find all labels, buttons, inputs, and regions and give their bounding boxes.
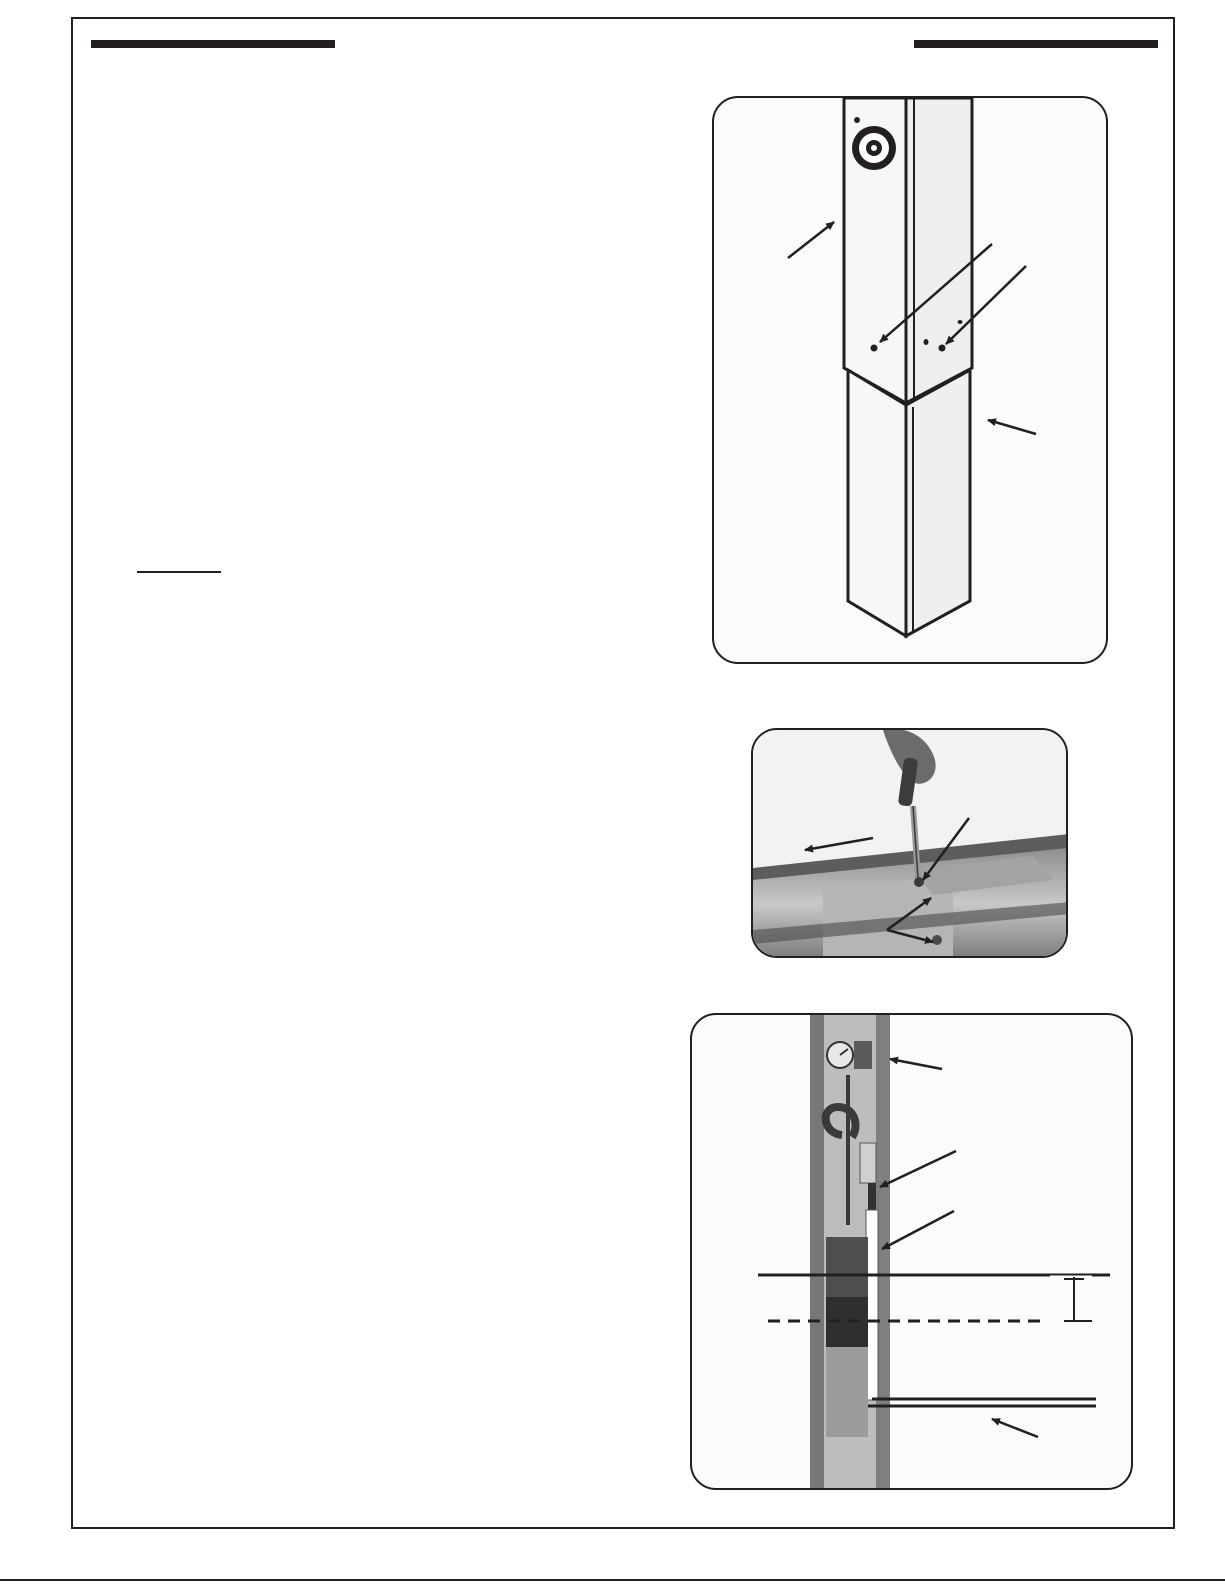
post-interior-illustration: [692, 1015, 1133, 1490]
arrow-slot: [882, 1211, 954, 1249]
pin-hole-right: [939, 345, 946, 352]
figure-screwdriver-detail: [751, 728, 1068, 958]
lower-post-right-face: [906, 370, 970, 636]
gauge-icon: [827, 1042, 853, 1068]
pin-hole-left: [871, 345, 878, 352]
arrow-upper-post: [788, 222, 834, 258]
screwdriver-illustration: [753, 730, 1068, 958]
fastener-top: [914, 877, 924, 887]
pin-hole-mid: [924, 339, 929, 345]
arrow-gauge: [890, 1059, 942, 1069]
lock-body: [860, 1143, 876, 1183]
header-rule-left: [91, 40, 335, 48]
fastener-bottom: [932, 935, 942, 945]
arrow-lower-post: [988, 420, 1036, 434]
arrow-lock: [880, 1151, 956, 1187]
lower-post-left-face: [848, 370, 906, 636]
upper-post-right-face: [906, 98, 972, 403]
arrow-base: [992, 1419, 1038, 1437]
note-underline: [137, 571, 221, 573]
header-rule-right: [914, 40, 1158, 48]
post-assembly-illustration: [714, 98, 1108, 664]
figure-post-interior: [690, 1013, 1133, 1490]
bottom-rule: [0, 1579, 1225, 1581]
figure-post-assembly: [712, 96, 1108, 664]
